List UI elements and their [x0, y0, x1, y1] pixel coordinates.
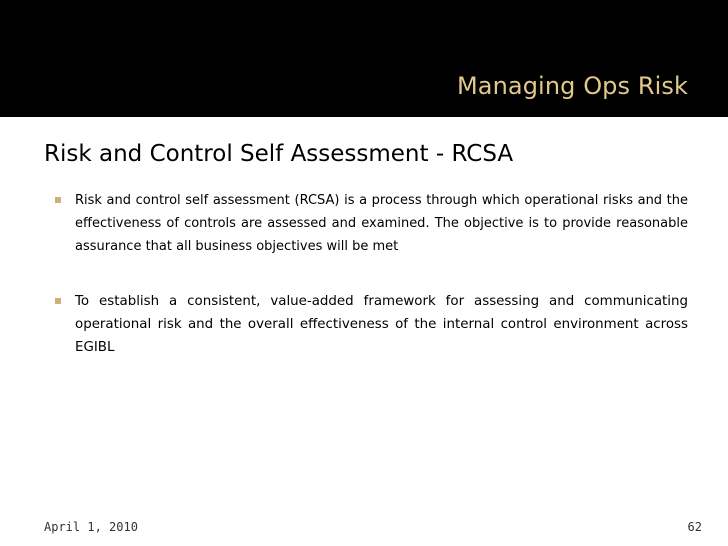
footer-date: April 1, 2010	[44, 520, 138, 534]
bullet-text: Risk and control self assessment (RCSA) is a process through which operational risks and the effectiveness of controls are assessed and examined. The objective is to provide reasonable assurance that all business objectives will be met	[75, 193, 688, 254]
bullet-item	[44, 290, 688, 359]
square-bullet-icon	[55, 197, 61, 203]
slide-number: 62	[687, 520, 702, 534]
bullet-item	[44, 189, 688, 258]
slide-title: Managing Ops Risk	[456, 72, 688, 100]
bullet-text: To establish a consistent, value-added framework for assessing and communicating operational risk and the overall effectiveness of the internal control environment across EGIBL	[75, 294, 688, 355]
bullet-list	[44, 189, 688, 391]
title-bar	[0, 0, 728, 117]
square-bullet-icon	[55, 298, 61, 304]
slide-subtitle: Risk and Control Self Assessment - RCSA	[44, 141, 514, 167]
